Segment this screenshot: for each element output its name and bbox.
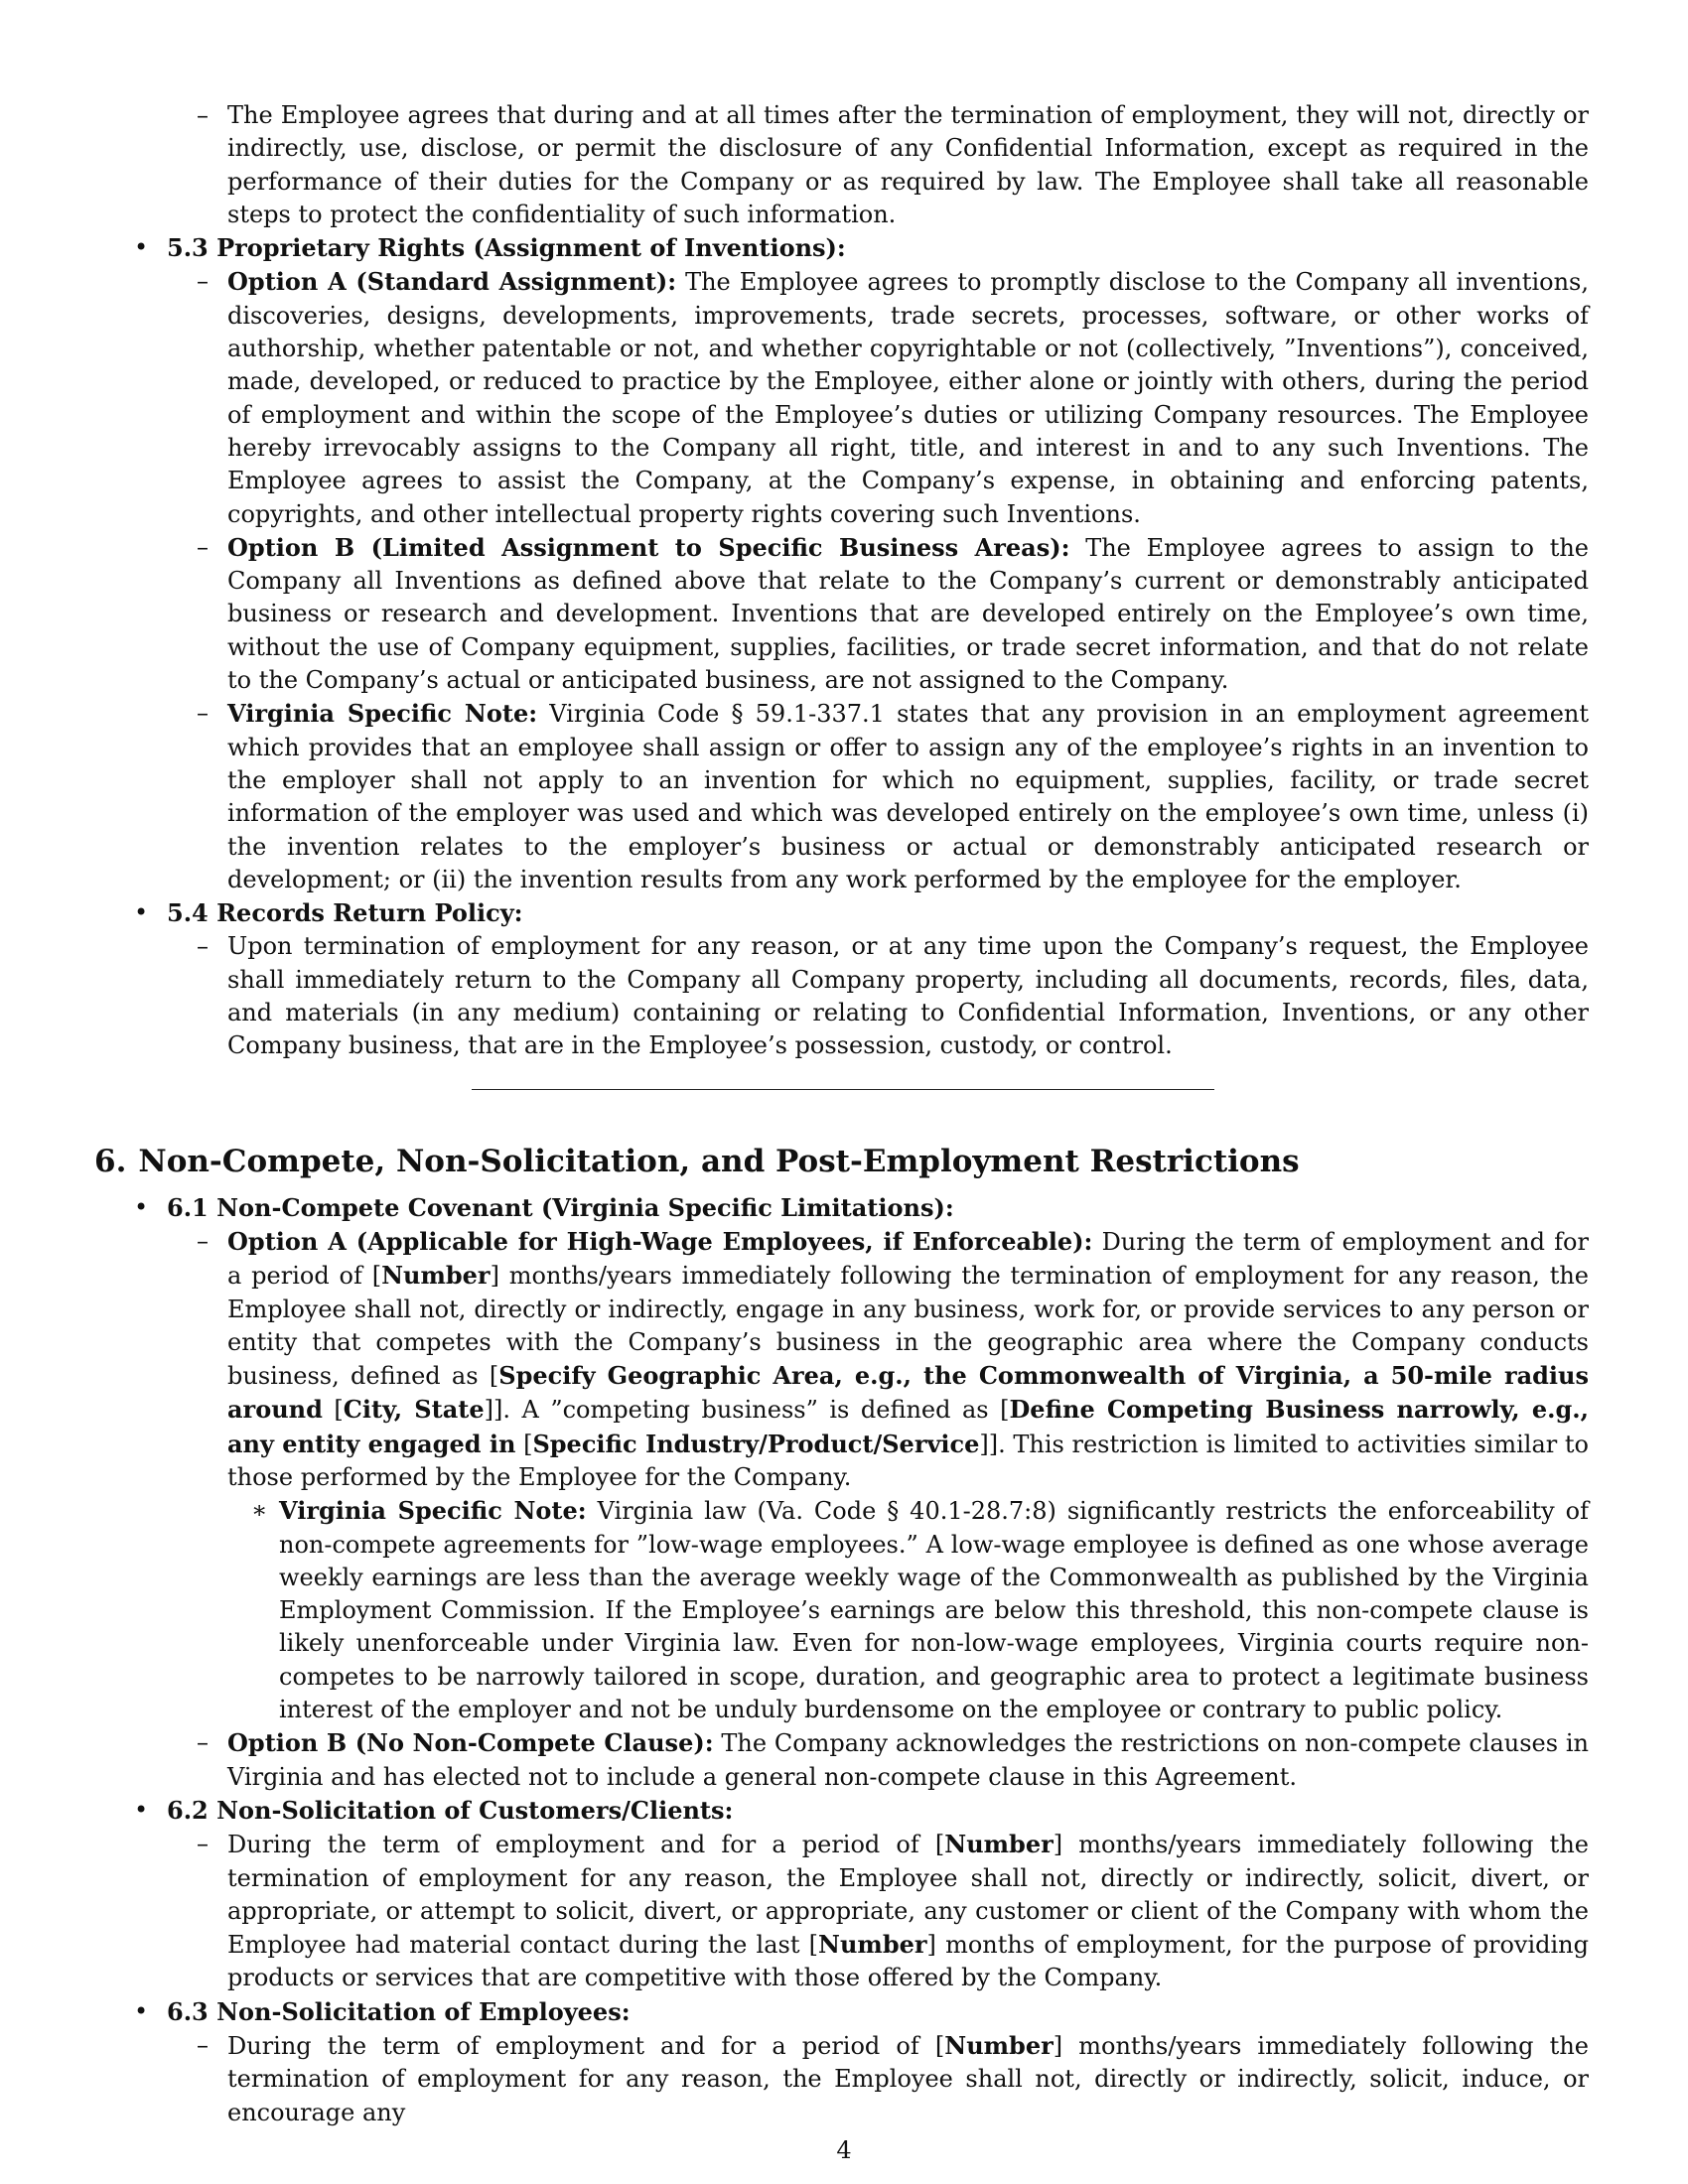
dash-marker: – <box>197 932 209 961</box>
virginia-note-label: Virginia Specific Note: <box>227 699 538 729</box>
section-5-3-virginia-note <box>94 697 1589 896</box>
section-6-1-virginia-note <box>94 1494 1589 1726</box>
section-5-4-heading: 5.4 Records Return Policy: <box>167 898 523 928</box>
page-number: 4 <box>836 2136 852 2164</box>
virginia-note-label: Virginia Specific Note: <box>279 1496 587 1526</box>
section-6-number: 6. <box>94 1143 127 1179</box>
geographic-area-placeholder: Specify Geographic Area, e.g., the Commonwealth of Virginia, a 50-mile radius around <box>227 1361 1589 1425</box>
section-6-3-text-1: During the term of employment and for a period of [ <box>227 2032 945 2061</box>
confidential-continuation-item <box>94 99 1589 231</box>
section-6-title <box>94 1142 1589 1181</box>
dash-marker: – <box>197 699 209 728</box>
bullet-marker: • <box>134 898 149 927</box>
virginia-note-text: Virginia Code § 59.1-337.1 states that any provision in an employment agreement which provides that an employee shall assign or offer to assign any of the employee’s rights in an invention to the employer shall not apply to an invention for which no equipment, supplies, facility, or trade secret information of the employer was used and which was developed entirely on the employee’s own time, unless (i) the invention relates to the employer’s business or actual or demonstrably anticipated research or development; or (ii) the invention results from any work performed by the employee for the employer. <box>227 700 1589 893</box>
bullet-marker: • <box>134 1192 149 1221</box>
industry-placeholder: Specific Industry/Product/Service <box>532 1429 980 1458</box>
star-marker: ∗ <box>251 1496 268 1525</box>
section-5-4-text: Upon termination of employment for any reason, or at any time upon the Company’s request, the Employee shall immediately return to the Company all Company property, including all documents, records, files, data, and materials (in any medium) containing or relating to Confidential Information, Inventions, or any other Company business, that are in the Employee’s possession, custody, or control. <box>227 932 1589 1060</box>
option-a-text-6: ]]. This restriction is limited to activities similar to those performed by the Employee for the Company. <box>227 1430 1589 1491</box>
section-6-2-text-item <box>94 1828 1589 1994</box>
section-6-3 <box>94 1995 1589 2029</box>
section-5-3-heading: 5.3 Proprietary Rights (Assignment of Inventions): <box>167 233 846 263</box>
section-6-2-heading: 6.2 Non-Solicitation of Customers/Clients: <box>167 1795 734 1825</box>
dash-marker: – <box>197 532 209 561</box>
section-6-1-option-b <box>94 1726 1589 1794</box>
option-b-text: The Company acknowledges the restrictions on non-compete clauses in Virginia and has elected not to include a general non-compete clause in this Agreement. <box>227 1729 1589 1791</box>
option-b-text: The Employee agrees to assign to the Company all Inventions as defined above that relate to the Company’s current or demonstrably anticipated business or research and development. Inventions that are developed entirely on the Employee’s own time, without the use of Company equipment, supplies, facilities, or trade secret information, and that do not relate to the Company’s actual or anticipated business, are not assigned to the Company. <box>227 533 1589 695</box>
section-6-3-text-item <box>94 2029 1589 2129</box>
dash-marker: – <box>197 267 209 296</box>
dash-marker: – <box>197 1830 209 1858</box>
confidential-continuation-text: The Employee agrees that during and at all times after the termination of employment, they will not, directly or indirectly, use, disclose, or permit the disclosure of any Confidential Information, except as required in the performance of their duties for the Company or as required by law. The Employee shall take all reasonable steps to protect the confidentiality of such information. <box>227 101 1589 228</box>
section-6-1 <box>94 1191 1589 1225</box>
section-6-2-text-1: During the term of employment and for a period of [ <box>227 1831 945 1859</box>
option-a-label: Option A (Standard Assignment): <box>227 267 677 297</box>
section-6-3-heading: 6.3 Non-Solicitation of Employees: <box>167 1996 631 2026</box>
bullet-marker: • <box>134 233 149 262</box>
dash-marker: – <box>197 2031 209 2060</box>
dash-marker: – <box>197 1728 209 1757</box>
section-6-2-text-2: ] months/years immediately following the termination of employment for any reason, the Employee shall not, directly or indirectly, solicit, divert, or appropriate, or attempt to solicit, divert, or appropriate, any customer or client of the Company with whom the Employee had material contact during the last [ <box>227 1831 1589 1960</box>
section-5-4-text-item <box>94 930 1589 1062</box>
option-a-text-4: ]]. A ”competing business” is defined as [ <box>484 1396 1010 1425</box>
section-5-3-option-b <box>94 531 1589 697</box>
section-6-2-text-3: ] months of employment, for the purpose of providing products or services that are competitive with those offered by the Company. <box>227 1931 1589 1992</box>
bullet-marker: • <box>134 1996 149 2025</box>
number-placeholder: Number <box>944 2031 1054 2061</box>
number-placeholder: Number <box>818 1930 927 1960</box>
section-6-3-text-2: ] months/years immediately following the termination of employment for any reason, the Employee shall not, directly or indirectly, solicit, induce, or encourage any <box>227 2032 1589 2126</box>
section-6-title-text: Non-Compete, Non-Solicitation, and Post-Employment Restrictions <box>138 1143 1300 1179</box>
option-a-label: Option A (Applicable for High-Wage Employees, if Enforceable): <box>227 1226 1093 1256</box>
option-a-text-2: ] months/years immediately following the termination of employment for any reason, the Employee shall not, directly or indirectly, engage in any business, work for, or provide services to any person or entity that competes with the Company’s business in the geographic area where the Company conducts business, defined as [ <box>227 1262 1589 1391</box>
dash-marker: – <box>197 1226 209 1255</box>
section-5-3-option-a <box>94 265 1589 530</box>
option-b-label: Option B (Limited Assignment to Specific Business Areas): <box>227 532 1070 562</box>
competing-business-placeholder: Define Competing Business narrowly, e.g., any entity engaged in <box>227 1395 1589 1458</box>
section-6-1-heading: 6.1 Non-Compete Covenant (Virginia Specific Limitations): <box>167 1192 954 1222</box>
option-b-label: Option B (No Non-Compete Clause): <box>227 1728 714 1758</box>
option-a-text-1: During the term of employment and for a period of [ <box>227 1227 1589 1291</box>
dash-marker: – <box>197 101 209 129</box>
section-5-3 <box>94 231 1589 265</box>
virginia-note-text: Virginia law (Va. Code § 40.1-28.7:8) significantly restricts the enforceability of non-compete agreements for ”low-wage employees.” A low-wage employee is defined as one whose average weekly earnings are less than the average weekly wage of the Commonwealth as published by the Virginia Employment Commission. If the Employee’s earnings are below this threshold, this non-compete clause is likely unenforceable under Virginia law. Even for non-low-wage employees, Virginia courts require non-competes to be narrowly tailored in scope, duration, and geographic area to protect a legitimate business interest of the employer and not be unduly burdensome on the employee or contrary to public policy. <box>279 1497 1589 1724</box>
section-6-2 <box>94 1794 1589 1828</box>
option-a-text-5: [ <box>515 1430 533 1458</box>
city-state-placeholder: City, State <box>343 1395 485 1425</box>
horizontal-rule <box>472 1089 1214 1090</box>
option-a-text-3: [ <box>322 1396 344 1425</box>
bullet-marker: • <box>134 1795 149 1824</box>
number-placeholder: Number <box>381 1261 491 1291</box>
section-5-4 <box>94 896 1589 930</box>
section-6-1-option-a <box>94 1225 1589 1494</box>
number-placeholder: Number <box>944 1830 1054 1859</box>
option-a-text: The Employee agrees to promptly disclose to the Company all inventions, discoveries, designs, developments, improvements, trade secrets, processes, software, or other works of authorship, whether patentable or not, and whether copyrightable or not (collectively, ”Inventions”), conceived, made, developed, or reduced to practice by the Employee, either alone or jointly with others, during the period of employment and within the scope of the Employee’s duties or utilizing Company resources. The Employee hereby irrevocably assigns to the Company all right, title, and interest in and to any such Inventions. The Employee agrees to assist the Company, at the Company’s expense, in obtaining and enforcing patents, copyrights, and other intellectual property rights covering such Inventions. <box>227 268 1589 528</box>
section-divider <box>94 1089 1589 1090</box>
page-content <box>94 99 1589 2129</box>
